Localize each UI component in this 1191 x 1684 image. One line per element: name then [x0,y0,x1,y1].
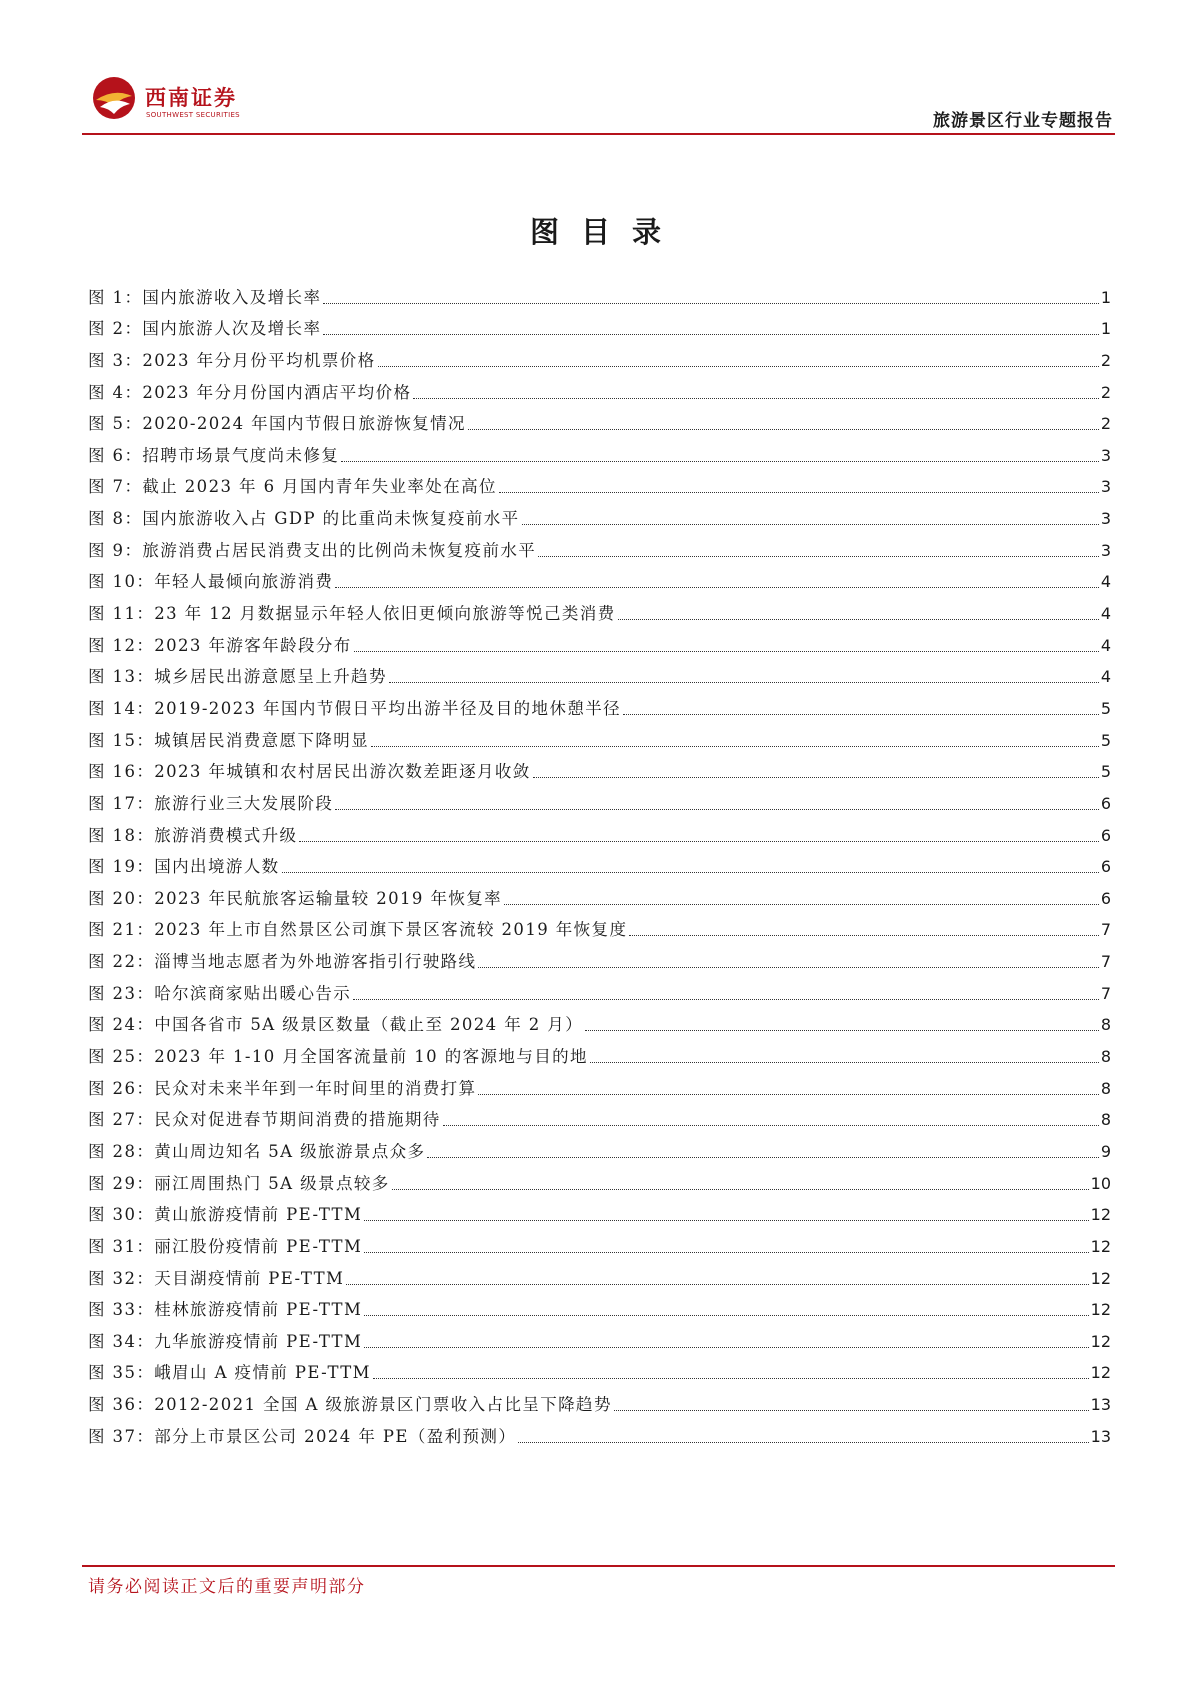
toc-entry[interactable] [88,720,1111,752]
toc-entry[interactable] [88,878,1111,910]
toc-entry-label: 图 33：桂林旅游疫情前 PE-TTM [88,1300,363,1320]
toc-entry-page: 10 [1090,1173,1111,1193]
toc-entry[interactable] [88,1258,1111,1290]
toc-leader-dots [478,967,1098,968]
figure-table-of-contents [88,277,1111,1448]
toc-entry-label: 图 1：国内旅游收入及增长率 [88,287,322,307]
toc-leader-dots [371,746,1099,747]
toc-leader-dots [614,1410,1089,1411]
toc-leader-dots [427,1157,1098,1158]
toc-entry-label: 图 27：民众对促进春节期间消费的措施期待 [88,1110,441,1130]
toc-entry-label: 图 28：黄山周边知名 5A 级旅游景点众多 [88,1141,426,1161]
toc-entry[interactable] [88,910,1111,942]
toc-entry[interactable] [88,1068,1111,1100]
toc-entry-page: 3 [1100,445,1111,465]
toc-entry[interactable] [88,1163,1111,1195]
toc-leader-dots [389,682,1099,683]
toc-entry-page: 13 [1090,1395,1111,1415]
toc-entry-label: 图 9：旅游消费占居民消费支出的比例尚未恢复疫前水平 [88,540,537,560]
toc-entry-label: 图 32：天目湖疫情前 PE-TTM [88,1268,345,1288]
toc-entry[interactable] [88,593,1111,625]
toc-entry[interactable] [88,941,1111,973]
toc-entry[interactable] [88,309,1111,341]
toc-entry[interactable] [88,1005,1111,1037]
company-logo [90,74,330,124]
toc-entry-page: 3 [1100,477,1111,497]
toc-leader-dots [518,1442,1088,1443]
toc-entry-page: 5 [1100,698,1111,718]
header-divider [82,133,1115,135]
toc-entry[interactable] [88,435,1111,467]
page-header [82,70,1115,134]
toc-entry-label: 图 31：丽江股份疫情前 PE-TTM [88,1236,363,1256]
toc-entry-page: 1 [1100,287,1111,307]
toc-leader-dots [354,651,1099,652]
toc-entry-label: 图 23：哈尔滨商家贴出暖心告示 [88,983,352,1003]
toc-entry[interactable] [88,1131,1111,1163]
toc-entry-page: 8 [1100,1110,1111,1130]
toc-entry-page: 2 [1100,350,1111,370]
toc-entry-page: 6 [1100,793,1111,813]
toc-leader-dots [282,872,1099,873]
toc-entry-label: 图 17：旅游行业三大发展阶段 [88,793,334,813]
toc-entry-label: 图 34：九华旅游疫情前 PE-TTM [88,1331,363,1351]
toc-leader-dots [378,366,1099,367]
toc-leader-dots [629,935,1098,936]
toc-leader-dots [323,303,1098,304]
toc-entry-page: 4 [1100,667,1111,687]
toc-leader-dots [590,1062,1099,1063]
toc-entry-page: 12 [1090,1363,1111,1383]
toc-entry-label: 图 37：部分上市景区公司 2024 年 PE（盈利预测） [88,1426,517,1446]
toc-entry-page: 7 [1100,952,1111,972]
toc-entry[interactable] [88,783,1111,815]
toc-entry[interactable] [88,562,1111,594]
toc-entry-label: 图 24：中国各省市 5A 级景区数量（截止至 2024 年 2 月） [88,1015,584,1035]
toc-leader-dots [392,1189,1089,1190]
toc-entry-label: 图 22：淄博当地志愿者为外地游客指引行驶路线 [88,952,477,972]
toc-entry-label: 图 26：民众对未来半年到一年时间里的消费打算 [88,1078,477,1098]
toc-entry-page: 6 [1100,888,1111,908]
footer-divider [82,1565,1115,1567]
toc-entry-label: 图 6：招聘市场景气度尚未修复 [88,445,340,465]
toc-entry-label: 图 5：2020-2024 年国内节假日旅游恢复情况 [88,414,466,434]
toc-entry-page: 5 [1100,730,1111,750]
toc-entry[interactable] [88,372,1111,404]
toc-entry[interactable] [88,1290,1111,1322]
toc-leader-dots [364,1315,1088,1316]
toc-entry-label: 图 18：旅游消费模式升级 [88,825,298,845]
toc-leader-dots [499,492,1099,493]
toc-leader-dots [335,809,1099,810]
toc-entry[interactable] [88,467,1111,499]
toc-entry-label: 图 2：国内旅游人次及增长率 [88,319,322,339]
toc-entry[interactable] [88,1416,1111,1448]
toc-entry[interactable] [88,688,1111,720]
toc-entry[interactable] [88,530,1111,562]
toc-entry-page: 6 [1100,825,1111,845]
toc-entry-page: 6 [1100,857,1111,877]
toc-entry-label: 图 36：2012-2021 全国 A 级旅游景区门票收入占比呈下降趋势 [88,1395,612,1415]
toc-entry[interactable] [88,1195,1111,1227]
toc-leader-dots [585,1030,1099,1031]
toc-entry[interactable] [88,1384,1111,1416]
toc-entry[interactable] [88,498,1111,530]
toc-leader-dots [478,1094,1098,1095]
toc-entry-label: 图 25：2023 年 1-10 月全国客流量前 10 的客源地与目的地 [88,1047,588,1067]
toc-leader-dots [443,1125,1099,1126]
toc-entry[interactable] [88,277,1111,309]
logo-chinese-name: 西南证券 [145,85,237,110]
toc-entry-label: 图 13：城乡居民出游意愿呈上升趋势 [88,667,387,687]
toc-entry[interactable] [88,1036,1111,1068]
toc-entry-page: 13 [1090,1426,1111,1446]
toc-entry[interactable] [88,340,1111,372]
toc-entry[interactable] [88,847,1111,879]
toc-leader-dots [299,841,1098,842]
toc-entry-label: 图 35：峨眉山 A 疫情前 PE-TTM [88,1363,371,1383]
toc-entry-page: 8 [1100,1078,1111,1098]
toc-entry-page: 8 [1100,1047,1111,1067]
toc-entry[interactable] [88,815,1111,847]
toc-entry-label: 图 29：丽江周围热门 5A 级景点较多 [88,1173,390,1193]
toc-entry-label: 图 30：黄山旅游疫情前 PE-TTM [88,1205,363,1225]
toc-entry-label: 图 16：2023 年城镇和农村居民出游次数差距逐月收敛 [88,762,531,782]
toc-leader-dots [623,714,1099,715]
footer-disclaimer: 请务必阅读正文后的重要声明部分 [88,1577,366,1597]
logo-english-name: SOUTHWEST SECURITIES [146,111,240,119]
toc-entry-label: 图 3：2023 年分月份平均机票价格 [88,350,376,370]
toc-entry[interactable] [88,1226,1111,1258]
toc-leader-dots [353,999,1099,1000]
toc-entry-page: 9 [1100,1141,1111,1161]
logo-emblem-icon [90,74,138,122]
toc-entry[interactable] [88,1100,1111,1132]
toc-leader-dots [533,777,1099,778]
toc-entry-page: 7 [1100,920,1111,940]
toc-leader-dots [522,524,1099,525]
toc-leader-dots [504,904,1099,905]
toc-entry[interactable] [88,1321,1111,1353]
toc-entry-page: 2 [1100,414,1111,434]
toc-entry-page: 4 [1100,635,1111,655]
toc-leader-dots [346,1284,1088,1285]
report-title: 旅游景区行业专题报告 [933,111,1113,131]
toc-entry-page: 12 [1090,1331,1111,1351]
toc-entry-label: 图 20：2023 年民航旅客运输量较 2019 年恢复率 [88,888,503,908]
toc-entry-label: 图 15：城镇居民消费意愿下降明显 [88,730,370,750]
toc-entry-page: 12 [1090,1236,1111,1256]
toc-entry-label: 图 21：2023 年上市自然景区公司旗下景区客流较 2019 年恢复度 [88,920,628,940]
toc-leader-dots [373,1378,1089,1379]
toc-entry-page: 2 [1100,382,1111,402]
toc-leader-dots [468,429,1099,430]
toc-entry-page: 8 [1100,1015,1111,1035]
toc-leader-dots [413,398,1098,399]
toc-entry-page: 3 [1100,540,1111,560]
toc-entry-label: 图 14：2019-2023 年国内节假日平均出游半径及目的地休憩半径 [88,698,622,718]
toc-leader-dots [323,334,1098,335]
toc-entry-page: 12 [1090,1268,1111,1288]
toc-entry-label: 图 19：国内出境游人数 [88,857,280,877]
toc-leader-dots [364,1220,1088,1221]
toc-leader-dots [335,587,1099,588]
toc-entry-page: 12 [1090,1300,1111,1320]
toc-entry-page: 12 [1090,1205,1111,1225]
toc-entry-label: 图 7：截止 2023 年 6 月国内青年失业率处在高位 [88,477,497,497]
toc-entry-page: 1 [1100,319,1111,339]
toc-entry-label: 图 8：国内旅游收入占 GDP 的比重尚未恢复疫前水平 [88,509,520,529]
toc-leader-dots [538,556,1099,557]
toc-entry-label: 图 10：年轻人最倾向旅游消费 [88,572,334,592]
toc-entry-label: 图 4：2023 年分月份国内酒店平均价格 [88,382,412,402]
toc-leader-dots [618,619,1099,620]
toc-entry-label: 图 11：23 年 12 月数据显示年轻人依旧更倾向旅游等悦己类消费 [88,604,616,624]
toc-entry-label: 图 12：2023 年游客年龄段分布 [88,635,352,655]
toc-leader-dots [364,1252,1088,1253]
toc-entry-page: 5 [1100,762,1111,782]
toc-entry-page: 4 [1100,604,1111,624]
toc-entry[interactable] [88,1353,1111,1385]
toc-heading: 图目录 [529,215,683,249]
toc-entry-page: 3 [1100,509,1111,529]
toc-leader-dots [364,1347,1088,1348]
toc-entry[interactable] [88,973,1111,1005]
toc-entry-page: 4 [1100,572,1111,592]
toc-leader-dots [341,461,1099,462]
toc-entry-page: 7 [1100,983,1111,1003]
toc-entry[interactable] [88,404,1111,436]
toc-entry[interactable] [88,657,1111,689]
toc-entry[interactable] [88,752,1111,784]
toc-entry[interactable] [88,625,1111,657]
